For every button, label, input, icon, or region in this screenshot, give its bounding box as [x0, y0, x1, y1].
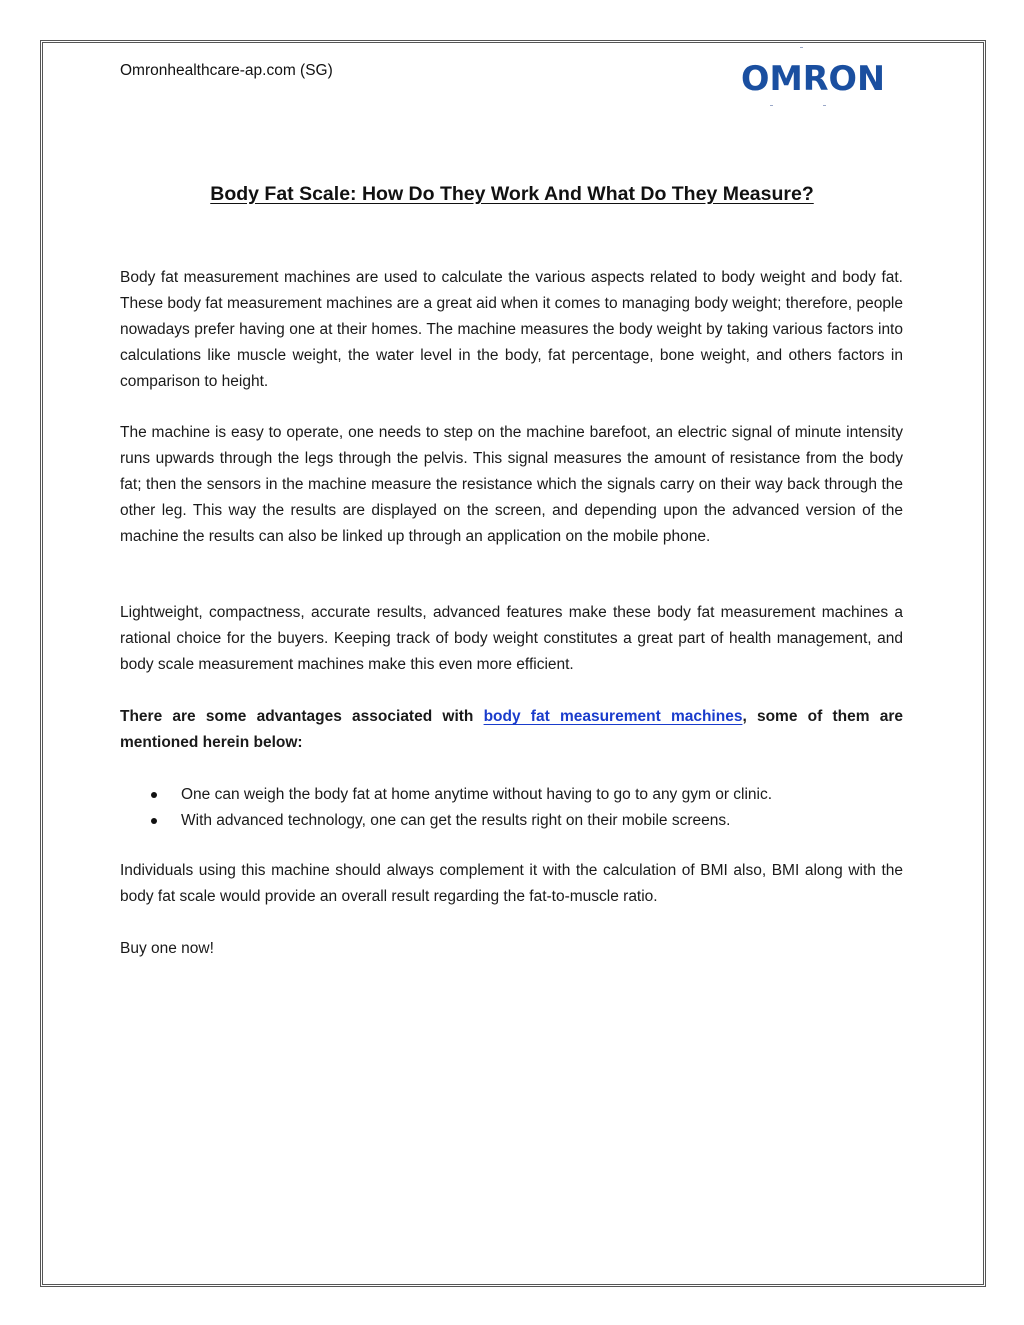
advantages-intro-after: , some of them are mentioned herein below: — [120, 708, 903, 751]
body-fat-machines-link[interactable]: body fat measurement machines — [483, 708, 743, 725]
omron-logo — [740, 58, 886, 98]
list-item — [120, 808, 903, 834]
page-title — [120, 183, 904, 206]
paragraph-benefits: Lightweight, compactness, accurate results, advanced features make these body fat measurement machines a rational choice for the buyers. Keeping track of body weight constitutes a great part of health management, and body scale measurement machines make this even more efficient. — [120, 604, 903, 673]
bullet-icon — [151, 792, 157, 798]
paragraph-bmi: Individuals using this machine should always complement it with the calculation of BMI also, BMI along with the body fat scale would provide an overall result regarding the fat-to-muscle ratio. — [120, 862, 903, 905]
bullet-icon — [151, 818, 157, 824]
page-title-text: Body Fat Scale: How Do They Work And What Do They Measure? — [210, 183, 814, 205]
logo-mark-dot — [800, 47, 803, 48]
paragraph-intro: Body fat measurement machines are used to calculate the various aspects related to body weight and body fat. These body fat measurement machines are a great aid when it comes to managing body weight; therefore, people nowadays prefer having one at their homes. The machine measures the body weight by taking various factors into calculations like muscle weight, the water level in the body, fat percentage, bone weight, and others factors in comparison to height. — [120, 269, 903, 390]
logo-mark-dot — [770, 105, 773, 106]
omron-logo-wordmark — [740, 58, 886, 98]
advantages-intro-before: There are some advantages associated with — [120, 708, 484, 725]
call-to-action: Buy one now! — [120, 940, 214, 957]
logo-text: OMRON — [741, 59, 885, 98]
site-label: Omronhealthcare-ap.com (SG) — [120, 62, 333, 79]
list-item-text: One can weigh the body fat at home anytime without having to go to any gym or clinic. — [181, 786, 773, 803]
list-item — [120, 782, 903, 808]
logo-mark-dot — [823, 105, 826, 106]
paragraph-how-it-works: The machine is easy to operate, one needs to step on the machine barefoot, an electric signal of minute intensity runs upwards through the legs through the pelvis. This signal measures the amount of resistance from the body fat; then the sensors in the machine measure the resistance which the signals carry on their way back through the other leg. This way the results are displayed on the screen, and depending upon the advanced version of the machine the results can also be linked up through an application on the mobile phone. — [120, 424, 903, 545]
advantages-list — [120, 782, 903, 834]
list-item-text: With advanced technology, one can get the results right on their mobile screens. — [181, 811, 731, 829]
advantages-intro — [120, 704, 903, 756]
